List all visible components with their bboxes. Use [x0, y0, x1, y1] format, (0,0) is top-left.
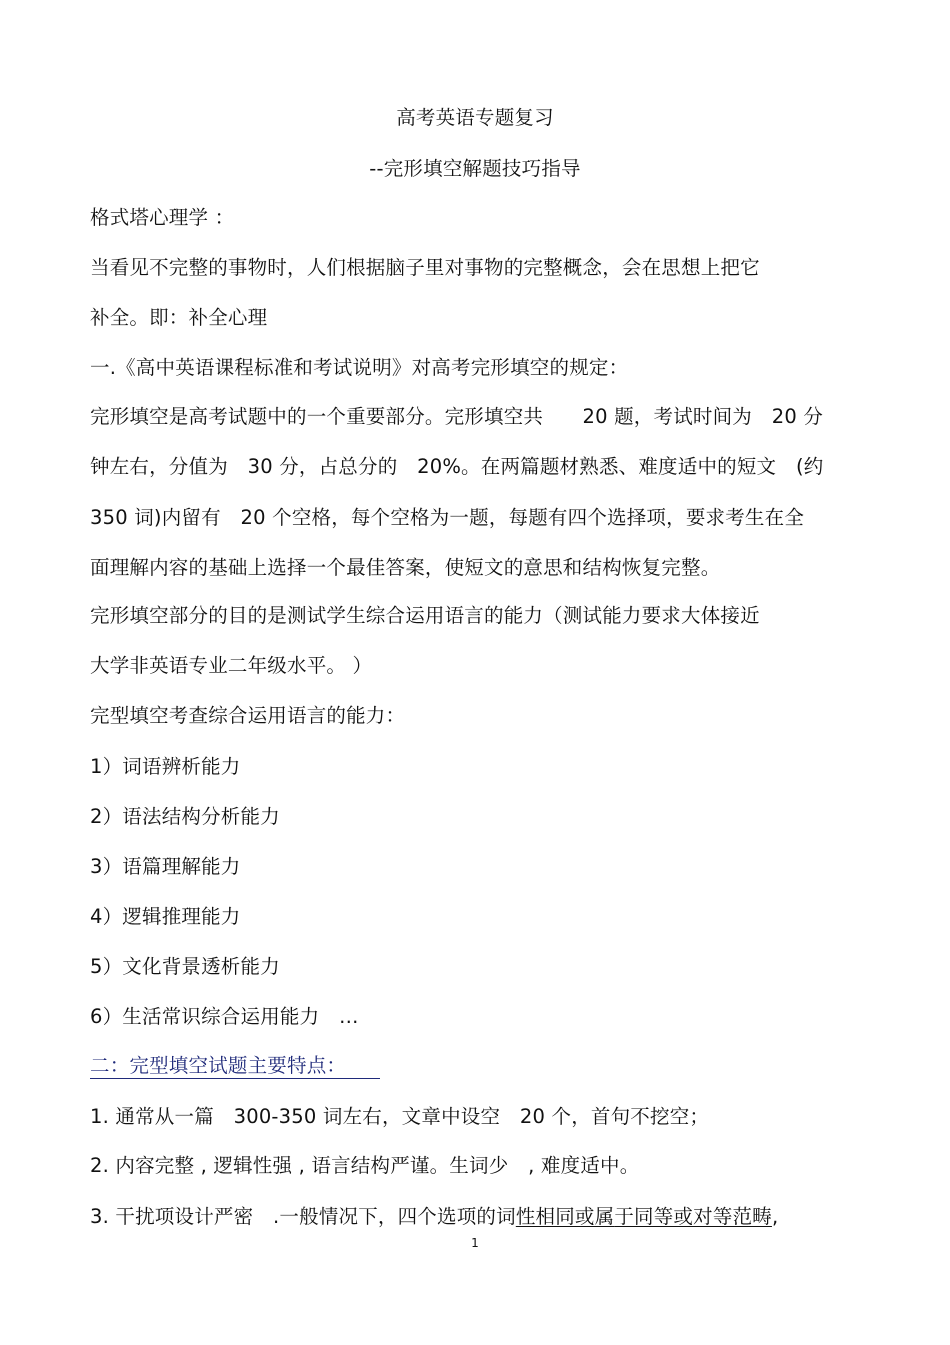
feature3-underlined-1: 性相同或属: [515, 1205, 615, 1228]
feature-list-item-3: [90, 1204, 778, 1230]
section-heading-2-link[interactable]: 二：完型填空试题主要特点：: [90, 1054, 380, 1079]
paragraph-line: 钟左右，分值为 30 分，占总分的 20%。在两篇题材熟悉、难度适中的短文 (约: [90, 455, 824, 478]
page-number: 1: [471, 1236, 479, 1250]
feature-list-item: 1. 通常从一篇 300-350 词左右，文章中设空 20 个，首句不挖空；: [90, 1105, 710, 1128]
ability-list-item: 3）语篇理解能力: [90, 855, 241, 878]
paragraph-line: 完形填空部分的目的是测试学生综合运用语言的能力（测试能力要求大体接近: [90, 604, 760, 627]
paragraph-line: 补全。即：补全心理: [90, 306, 268, 329]
paragraph-line: 完形填空是高考试题中的一个重要部分。完形填空共 20 题，考试时间为 20 分: [90, 405, 824, 428]
document-title: 高考英语专题复习: [396, 106, 554, 129]
section-heading-1: 一.《高中英语课程标准和考试说明》对高考完形填空的规定：: [90, 356, 629, 379]
section-heading-2-row: [90, 1053, 380, 1079]
paragraph-line: 大学非英语专业二年级水平。 ）: [90, 654, 373, 677]
paragraph-line: 格式塔心理学 ：: [90, 206, 235, 229]
ability-list-item: 2）语法结构分析能力: [90, 805, 280, 828]
ability-list-item: 5）文化背景透析能力: [90, 955, 280, 978]
paragraph-line: 350 词)内留有 20 个空格，每个空格为一题，每题有四个选择项，要求考生在全: [90, 506, 805, 529]
feature3-underlined-2: 于同等或对等范畴: [614, 1205, 772, 1228]
feature-list-item: 2. 内容完整 , 逻辑性强 , 语言结构严谨。生词少 , 难度适中。: [90, 1154, 640, 1177]
paragraph-line: 完型填空考查综合运用语言的能力：: [90, 704, 406, 727]
feature3-prefix: 3. 干扰项设计严密 .一般情况下，四个选项的词: [90, 1205, 516, 1228]
ability-list-item: 4）逻辑推理能力: [90, 905, 241, 928]
ability-list-item: 6）生活常识综合运用能力 …: [90, 1005, 359, 1028]
document-subtitle: --完形填空解题技巧指导: [369, 157, 581, 180]
feature3-suffix: ,: [771, 1205, 779, 1228]
paragraph-line: 当看见不完整的事物时，人们根据脑子里对事物的完整概念，会在思想上把它: [90, 256, 760, 279]
paragraph-line: 面理解内容的基础上选择一个最佳答案，使短文的意思和结构恢复完整。: [90, 556, 721, 579]
ability-list-item: 1）词语辨析能力: [90, 755, 241, 778]
